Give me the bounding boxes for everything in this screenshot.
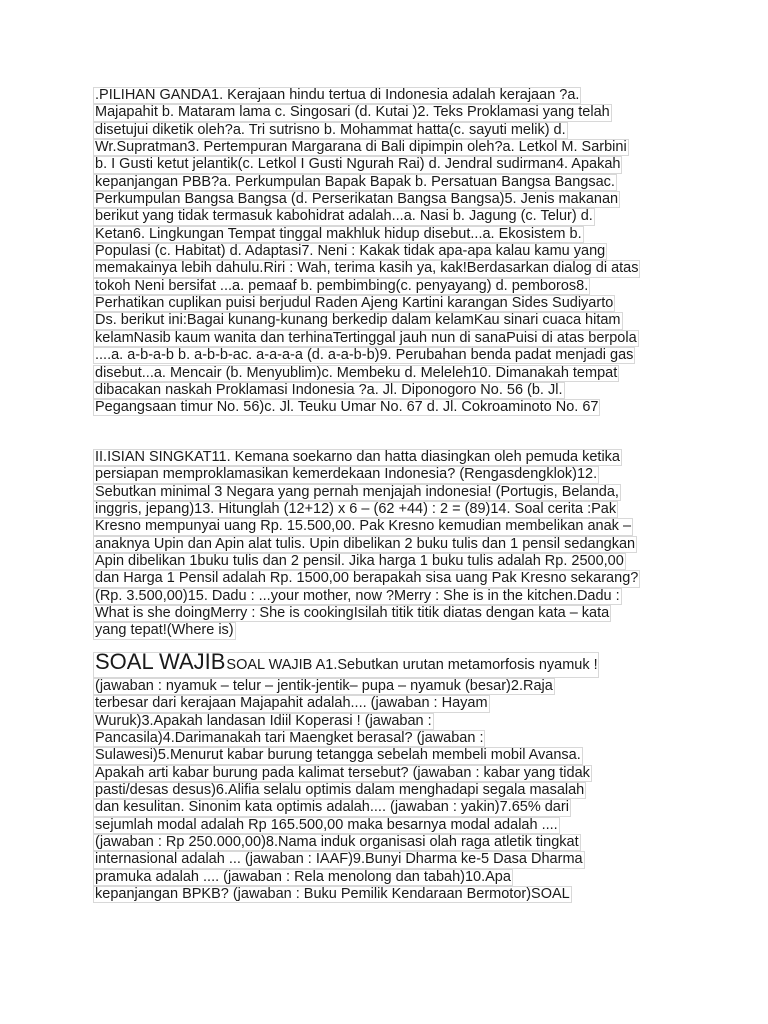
text-line: dibacakan naskah Proklamasi Indonesia ?a. Jl. Diponogoro No. 56 (b. Jl. <box>95 381 563 398</box>
text-line: dan kesulitan. Sinonim kata optimis adalah.... (jawaban : yakin)7.65% dari <box>95 799 569 816</box>
text-line: berikut yang tidak termasuk kabohidrat adalah...a. Nasi b. Jagung (c. Telur) d. <box>95 208 593 225</box>
text-line: Pegangsaan timur No. 56)c. Jl. Teuku Umar No. 67 d. Jl. Cokroaminoto No. 67 <box>95 399 599 416</box>
text-line: Sulawesi)5.Menurut kabar burung tetangga sebelah membeli mobil Avansa. <box>95 747 581 764</box>
text-line: II.ISIAN SINGKAT11. Kemana soekarno dan hatta diasingkan oleh pemuda ketika <box>95 449 620 465</box>
text-line: .PILIHAN GANDA1. Kerajaan hindu tertua di Indonesia adalah kerajaan ?a. <box>95 87 580 103</box>
text-line: pasti/desas desus)6.Alifia selalu optimis dalam menghadapi segala masalah <box>95 782 585 799</box>
soal-wajib-heading-line <box>93 649 599 678</box>
text-line: Pancasila)4.Darimanakah tari Maengket berasal? (jawaban : <box>95 730 484 747</box>
text-line: inggris, jepang)13. Hitunglah (12+12) x 6 – (62 +44) : 2 = (89)14. Soal cerita :Pak <box>95 501 617 518</box>
text-line: Sebutkan minimal 3 Negara yang pernah menjajah indonesia! (Portugis, Belanda, <box>95 483 619 500</box>
section-isian-singkat <box>93 449 693 640</box>
text-line: tokoh Neni bersifat ...a. pemaaf b. pembimbing(c. penyayang) d. pemboros8. <box>95 277 589 294</box>
text-line: Kresno mempunyai uang Rp. 15.500,00. Pak Kresno kemudian membelikan anak – <box>95 518 632 535</box>
text-line: dan Harga 1 Pensil adalah Rp. 1500,00 berapakah sisa uang Pak Kresno sekarang? <box>95 570 639 587</box>
text-line: b. I Gusti ketut jelantik(c. Letkol I Gusti Ngurah Rai) d. Jendral sudirman4. Apakah <box>95 156 621 173</box>
text-line: Perhatikan cuplikan puisi berjudul Raden Ajeng Kartini karangan Sides Sudiyarto <box>95 295 614 312</box>
text-line: Wuruk)3.Apakah landasan Idiil Koperasi ! (jawaban : <box>95 712 432 729</box>
text-line: (Rp. 3.500,00)15. Dadu : ...your mother, now ?Merry : She is in the kitchen.Dadu : <box>95 587 620 604</box>
text-line: What is she doingMerry : She is cookingIsilah titik titik diatas dengan kata – kata <box>95 605 610 622</box>
soal-wajib-heading: SOAL WAJIB <box>95 649 226 674</box>
text-line: Perkumpulan Bangsa Bangsa (d. Perserikatan Bangsa Bangsa)5. Jenis makanan <box>95 191 619 208</box>
text-line: Apakah arti kabar burung pada kalimat tersebut? (jawaban : kabar yang tidak <box>95 764 590 781</box>
text-line: kepanjangan PBB?a. Perkumpulan Bapak Bapak b. Persatuan Bangsa Bangsac. <box>95 173 615 190</box>
text-line: pramuka adalah .... (jawaban : Rela menolong dan tabah)10.Apa <box>95 868 511 885</box>
text-line: Ds. berikut ini:Bagai kunang-kunang berkedip dalam kelamKau sinari cuaca hitam <box>95 312 621 329</box>
text-line: terbesar dari kerajaan Majapahit adalah.... (jawaban : Hayam <box>95 695 488 712</box>
text-line: Wr.Supratman3. Pertempuran Margarana di Bali dipimpin oleh?a. Letkol M. Sarbini <box>95 139 627 156</box>
text-line: anaknya Upin dan Apin alat tulis. Upin dibelikan 2 buku tulis dan 1 pensil sedangkan <box>95 535 636 552</box>
text-line: Ketan6. Lingkungan Tempat tinggal makhluk hidup disebut...a. Ekosistem b. <box>95 225 582 242</box>
text-line: Apin dibelikan 1buku tulis dan 2 pensil. Jika harga 1 buku tulis adalah Rp. 2500,00 <box>95 553 624 570</box>
text-line: ....a. a-b-a-b b. a-b-b-ac. a-a-a-a (d. a-a-b-b)9. Perubahan benda padat menjadi gas <box>95 347 634 364</box>
section-soal-wajib <box>93 649 693 903</box>
text-line: kepanjangan BPKB? (jawaban : Buku Pemilik Kendaraan Bermotor)SOAL <box>95 886 570 903</box>
text-line: persiapan memproklamasikan kemerdekaan Indonesia? (Rengasdengklok)12. <box>95 466 598 483</box>
text-line: disebut...a. Mencair (b. Menyublim)c. Membeku d. Meleleh10. Dimanakah tempat <box>95 364 618 381</box>
text-line: Majapahit b. Mataram lama c. Singosari (d. Kutai )2. Teks Proklamasi yang telah <box>95 104 610 121</box>
text-line: memakainya lebih dahulu.Riri : Wah, terima kasih ya, kak!Berdasarkan dialog di atas <box>95 260 639 277</box>
text-line: kelamNasib kaum wanita dan terhinaTertinggal jauh nun di sanaPuisi di atas berpola <box>95 329 637 346</box>
text-line-rest: SOAL WAJIB A1.Sebutkan urutan metamorfosis nyamuk ! <box>226 657 598 673</box>
text-line: sejumlah modal adalah Rp 165.500,00 maka besarnya modal adalah .... <box>95 816 558 833</box>
section-pilihan-ganda <box>93 87 693 417</box>
text-line: (jawaban : nyamuk – telur – jentik-jentik– pupa – nyamuk (besar)2.Raja <box>95 678 553 694</box>
text-line: yang tepat!(Where is) <box>95 622 234 639</box>
text-line: disetujui diketik oleh?a. Tri sutrisno b. Mohammat hatta(c. sayuti melik) d. <box>95 121 566 138</box>
text-line: internasional adalah ... (jawaban : IAAF)9.Bunyi Dharma ke-5 Dasa Dharma <box>95 851 583 868</box>
text-line: (jawaban : Rp 250.000,00)8.Nama induk organisasi olah raga atletik tingkat <box>95 834 579 851</box>
text-line: Populasi (c. Habitat) d. Adaptasi7. Neni : Kakak tidak apa-apa kalau kamu yang <box>95 243 606 260</box>
